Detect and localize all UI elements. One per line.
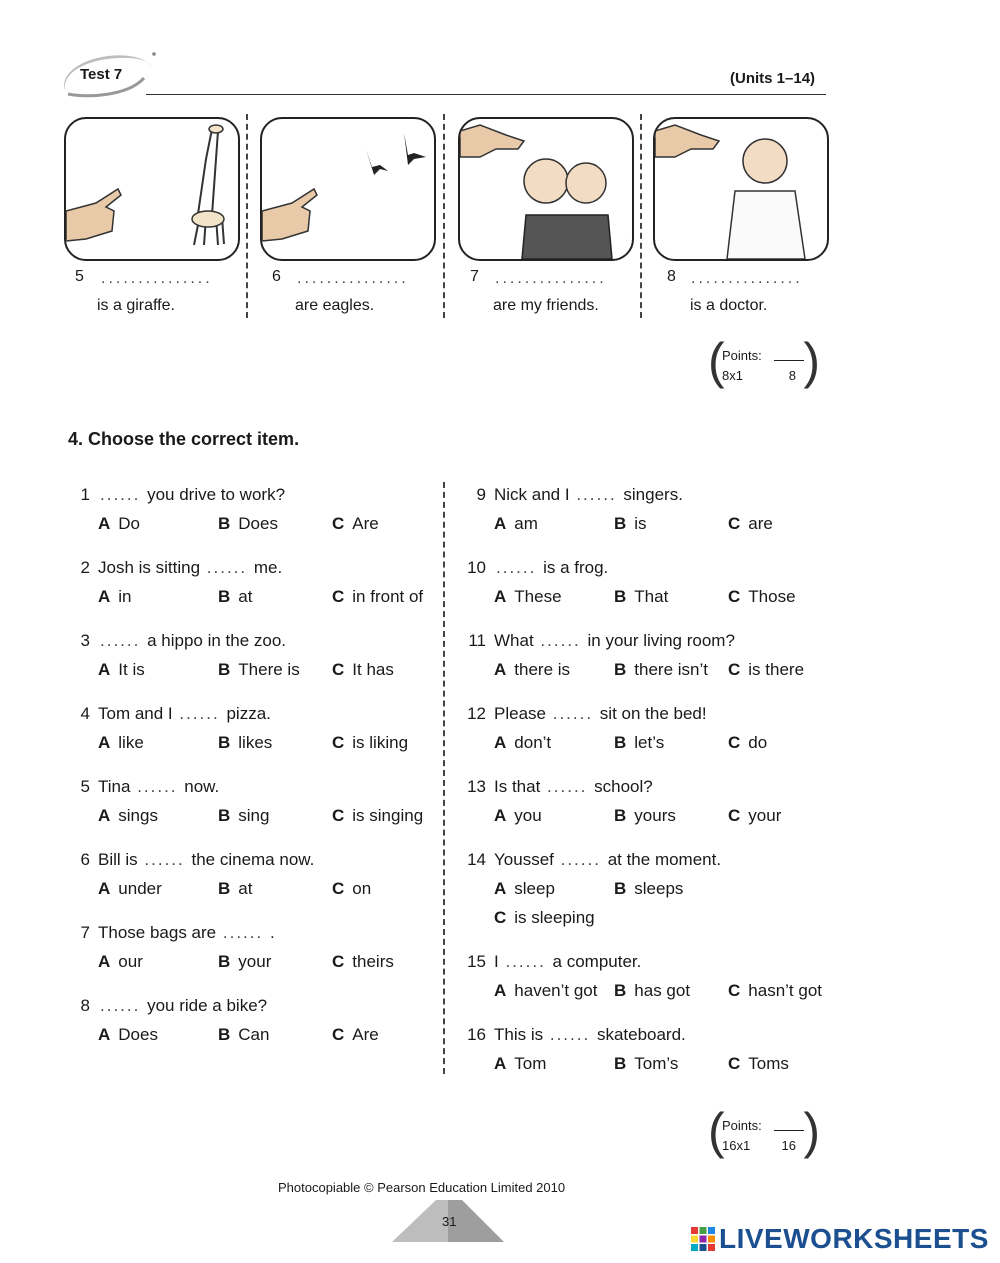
option-letter: B bbox=[614, 587, 627, 606]
stem-after: the cinema now. bbox=[191, 850, 315, 869]
option-text: has got bbox=[634, 981, 691, 1000]
stem-after: a hippo in the zoo. bbox=[147, 631, 287, 650]
stem-before: Josh is sitting bbox=[98, 558, 201, 577]
option-letter: B bbox=[218, 514, 231, 533]
question-stem bbox=[494, 704, 707, 724]
option-letter: C bbox=[728, 806, 741, 825]
option-letter: A bbox=[98, 733, 111, 752]
option-text: is liking bbox=[352, 733, 409, 752]
option-text: yours bbox=[634, 806, 676, 825]
option-letter: C bbox=[332, 1025, 345, 1044]
option-letter: A bbox=[494, 981, 507, 1000]
option-c[interactable] bbox=[332, 733, 408, 753]
option-letter: A bbox=[98, 514, 111, 533]
option-letter: A bbox=[98, 879, 111, 898]
question-stem bbox=[494, 1025, 686, 1045]
option-text: our bbox=[118, 952, 143, 971]
picture-divider bbox=[443, 114, 445, 318]
stem-after: sit on the bed! bbox=[599, 704, 707, 723]
answer-blank[interactable]: ...... bbox=[206, 558, 248, 577]
picture-eagles bbox=[260, 117, 436, 261]
stem-before: Nick and I bbox=[494, 485, 570, 504]
question-number: 8 bbox=[80, 996, 90, 1015]
option-text: Does bbox=[118, 1025, 158, 1044]
question-number: 15 bbox=[467, 952, 486, 971]
answer-blank[interactable]: ...... bbox=[137, 777, 178, 796]
question-number: 16 bbox=[467, 1025, 486, 1044]
answer-blank[interactable]: ...... bbox=[222, 923, 264, 942]
option-text: under bbox=[118, 879, 162, 898]
option-letter: C bbox=[332, 587, 345, 606]
question-number: 14 bbox=[467, 850, 486, 869]
header-rule bbox=[146, 94, 826, 95]
option-c[interactable] bbox=[332, 806, 423, 826]
stem-after: school? bbox=[594, 777, 653, 796]
option-a[interactable] bbox=[494, 981, 597, 1001]
option-b[interactable] bbox=[614, 879, 683, 899]
question-number: 11 bbox=[468, 631, 486, 650]
stem-after: skateboard. bbox=[596, 1025, 686, 1044]
option-b[interactable] bbox=[614, 733, 664, 753]
option-letter: B bbox=[614, 733, 627, 752]
question-stem bbox=[98, 850, 314, 870]
stem-after: now. bbox=[184, 777, 220, 796]
option-letter: A bbox=[98, 587, 111, 606]
option-text: It is bbox=[118, 660, 145, 679]
question-stem bbox=[98, 485, 285, 505]
option-text: on bbox=[352, 879, 372, 898]
option-letter: A bbox=[494, 879, 507, 898]
option-letter: B bbox=[218, 587, 231, 606]
option-c[interactable] bbox=[332, 879, 371, 899]
picture-caption: are my friends. bbox=[493, 297, 599, 314]
doctor-illustration bbox=[655, 119, 827, 259]
question-stem bbox=[494, 850, 721, 870]
option-text: It has bbox=[352, 660, 394, 679]
question-number: 9 bbox=[476, 485, 486, 504]
option-b[interactable] bbox=[218, 587, 252, 607]
option-letter: C bbox=[494, 908, 507, 927]
points-box: ( Points: 8x1 8 ) bbox=[708, 333, 820, 389]
option-letter: C bbox=[332, 806, 345, 825]
option-a[interactable] bbox=[494, 1054, 546, 1074]
units-label: (Units 1–14) bbox=[730, 70, 816, 87]
option-letter: B bbox=[218, 806, 231, 825]
points-box: ( Points: 16x1 16 ) bbox=[708, 1103, 820, 1159]
option-letter: B bbox=[218, 952, 231, 971]
option-a[interactable] bbox=[494, 514, 538, 534]
option-b[interactable] bbox=[614, 660, 708, 680]
points-blank[interactable] bbox=[774, 1130, 804, 1131]
option-letter: C bbox=[728, 733, 741, 752]
answer-blank[interactable]: ............... bbox=[297, 270, 409, 287]
option-c[interactable] bbox=[728, 514, 773, 534]
option-letter: C bbox=[332, 952, 345, 971]
question-stem bbox=[494, 777, 653, 797]
stem-after: in your living room? bbox=[587, 631, 735, 650]
option-text: at bbox=[238, 587, 253, 606]
option-a[interactable] bbox=[98, 806, 158, 826]
option-text: don’t bbox=[514, 733, 552, 752]
option-text: your bbox=[748, 806, 782, 825]
option-text: there is bbox=[514, 660, 571, 679]
page-number: 31 bbox=[442, 1214, 457, 1229]
friends-illustration bbox=[460, 119, 632, 259]
option-c[interactable] bbox=[728, 1054, 789, 1074]
option-text: Those bbox=[748, 587, 796, 606]
question-stem bbox=[98, 558, 282, 578]
option-letter: A bbox=[494, 660, 507, 679]
points-label: Points: bbox=[722, 348, 762, 363]
option-letter: B bbox=[218, 733, 231, 752]
option-letter: C bbox=[332, 879, 345, 898]
option-b[interactable] bbox=[218, 806, 269, 826]
option-letter: B bbox=[614, 660, 627, 679]
option-b[interactable] bbox=[614, 981, 690, 1001]
points-total: 16 bbox=[781, 1138, 796, 1153]
picture-divider bbox=[640, 114, 642, 318]
option-c[interactable] bbox=[332, 514, 379, 534]
stem-after: at the moment. bbox=[607, 850, 722, 869]
stem-before: What bbox=[494, 631, 534, 650]
liveworksheets-logo-icon bbox=[690, 1226, 716, 1252]
picture-caption: is a giraffe. bbox=[97, 297, 175, 314]
option-text: There is bbox=[238, 660, 300, 679]
option-text: Do bbox=[118, 514, 141, 533]
section-title: 4. Choose the correct item. bbox=[68, 429, 300, 449]
question-stem bbox=[98, 996, 267, 1016]
option-text: Tom bbox=[514, 1054, 547, 1073]
option-b[interactable] bbox=[614, 587, 668, 607]
stem-after: is a frog. bbox=[543, 558, 609, 577]
option-text: sleeps bbox=[634, 879, 684, 898]
option-a[interactable] bbox=[98, 514, 140, 534]
option-text: in front of bbox=[352, 587, 424, 606]
option-text: is sleeping bbox=[514, 908, 595, 927]
option-text: your bbox=[238, 952, 272, 971]
option-letter: B bbox=[218, 660, 231, 679]
option-letter: A bbox=[494, 1054, 507, 1073]
option-b[interactable] bbox=[218, 879, 252, 899]
option-c[interactable] bbox=[728, 733, 767, 753]
option-text: at bbox=[238, 879, 253, 898]
answer-blank[interactable]: ............... bbox=[495, 270, 607, 287]
option-letter: B bbox=[614, 981, 627, 1000]
option-text: These bbox=[514, 587, 562, 606]
brand-logo bbox=[690, 1224, 989, 1254]
option-letter: A bbox=[494, 806, 507, 825]
picture-caption: is a doctor. bbox=[690, 297, 768, 314]
option-text: you bbox=[514, 806, 542, 825]
answer-blank[interactable]: ...... bbox=[560, 850, 601, 869]
brand-name: LIVEWORKSHEETS bbox=[719, 1223, 989, 1254]
option-text: Are bbox=[352, 514, 379, 533]
option-c[interactable] bbox=[728, 660, 804, 680]
stem-after: . bbox=[269, 923, 275, 942]
stem-before: Youssef bbox=[494, 850, 554, 869]
option-c[interactable] bbox=[728, 806, 781, 826]
stem-before: Bill is bbox=[98, 850, 138, 869]
option-letter: C bbox=[728, 660, 741, 679]
stem-after: me. bbox=[253, 558, 283, 577]
option-text: Can bbox=[238, 1025, 270, 1044]
question-number: 12 bbox=[467, 704, 486, 723]
option-b[interactable] bbox=[218, 1025, 269, 1045]
stem-before: Tina bbox=[98, 777, 131, 796]
option-text: sings bbox=[118, 806, 158, 825]
test-label: Test 7 bbox=[80, 66, 123, 83]
stem-before: Is that bbox=[494, 777, 541, 796]
option-letter: C bbox=[728, 981, 741, 1000]
answer-blank[interactable]: ............... bbox=[691, 270, 803, 287]
option-text: am bbox=[514, 514, 538, 533]
option-text: Toms bbox=[748, 1054, 789, 1073]
option-letter: C bbox=[332, 733, 345, 752]
option-text: hasn’t got bbox=[748, 981, 823, 1000]
column-divider bbox=[443, 482, 445, 1074]
option-b[interactable] bbox=[614, 514, 647, 534]
option-letter: B bbox=[614, 879, 627, 898]
option-text: Tom’s bbox=[634, 1054, 679, 1073]
question-number: 5 bbox=[80, 777, 90, 796]
option-letter: A bbox=[494, 514, 507, 533]
answer-blank[interactable]: ...... bbox=[547, 777, 588, 796]
option-b[interactable] bbox=[614, 1054, 678, 1074]
option-letter: A bbox=[98, 952, 111, 971]
option-b[interactable] bbox=[218, 660, 300, 680]
answer-blank[interactable]: ...... bbox=[549, 1025, 591, 1044]
question-number: 13 bbox=[467, 777, 486, 796]
option-text: is there bbox=[748, 660, 805, 679]
option-a[interactable] bbox=[98, 660, 145, 680]
question-stem bbox=[494, 485, 683, 505]
option-letter: A bbox=[98, 660, 111, 679]
option-letter: A bbox=[98, 806, 111, 825]
option-text: Does bbox=[238, 514, 278, 533]
stem-after: pizza. bbox=[226, 704, 271, 723]
question-number: 1 bbox=[80, 485, 90, 504]
option-a[interactable] bbox=[494, 660, 570, 680]
option-a[interactable] bbox=[98, 879, 162, 899]
question-number: 2 bbox=[80, 558, 90, 577]
points-multiplier: 8x1 bbox=[722, 368, 743, 383]
option-a[interactable] bbox=[98, 1025, 158, 1045]
copyright-notice: Photocopiable © Pearson Education Limited 2010 bbox=[278, 1180, 566, 1195]
points-label: Points: bbox=[722, 1118, 762, 1133]
picture-doctor bbox=[653, 117, 829, 261]
answer-blank[interactable]: ...... bbox=[496, 558, 537, 577]
option-a[interactable] bbox=[494, 879, 555, 899]
stem-before: This is bbox=[494, 1025, 544, 1044]
option-letter: B bbox=[614, 806, 627, 825]
picture-friends bbox=[458, 117, 634, 261]
question-stem bbox=[494, 952, 641, 972]
option-text: like bbox=[118, 733, 144, 752]
option-letter: C bbox=[332, 660, 345, 679]
option-c[interactable] bbox=[494, 908, 595, 928]
option-a[interactable] bbox=[494, 806, 542, 826]
option-c[interactable] bbox=[332, 660, 394, 680]
option-text: sing bbox=[238, 806, 270, 825]
option-letter: A bbox=[494, 733, 507, 752]
option-c[interactable] bbox=[332, 587, 423, 607]
stem-after: singers. bbox=[623, 485, 683, 504]
option-text: That bbox=[634, 587, 669, 606]
option-letter: C bbox=[728, 514, 741, 533]
option-text: in bbox=[118, 587, 132, 606]
picture-number: 6 bbox=[272, 268, 281, 285]
option-c[interactable] bbox=[332, 1025, 379, 1045]
answer-blank[interactable]: ...... bbox=[576, 485, 617, 504]
option-a[interactable] bbox=[98, 733, 144, 753]
option-text: are bbox=[748, 514, 773, 533]
question-stem bbox=[98, 704, 271, 724]
option-text: let’s bbox=[634, 733, 665, 752]
option-c[interactable] bbox=[332, 952, 394, 972]
stem-before: Please bbox=[494, 704, 546, 723]
option-letter: B bbox=[614, 514, 627, 533]
answer-blank[interactable]: ...... bbox=[552, 704, 594, 723]
answer-blank[interactable]: ...... bbox=[179, 704, 220, 723]
option-letter: A bbox=[98, 1025, 111, 1044]
points-multiplier: 16x1 bbox=[722, 1138, 751, 1153]
question-number: 6 bbox=[80, 850, 90, 869]
option-b[interactable] bbox=[614, 806, 676, 826]
question-stem bbox=[98, 923, 275, 943]
picture-number: 7 bbox=[470, 268, 479, 285]
picture-number: 8 bbox=[667, 268, 676, 285]
question-stem bbox=[98, 631, 286, 651]
answer-blank[interactable]: ...... bbox=[100, 485, 141, 504]
option-letter: A bbox=[494, 587, 507, 606]
points-blank[interactable] bbox=[774, 360, 804, 361]
option-c[interactable] bbox=[728, 587, 796, 607]
stem-after: you drive to work? bbox=[147, 485, 286, 504]
option-letter: B bbox=[218, 1025, 231, 1044]
stem-before: Tom and I bbox=[98, 704, 173, 723]
picture-number: 5 bbox=[75, 268, 84, 285]
option-a[interactable] bbox=[98, 587, 132, 607]
question-number: 10 bbox=[467, 558, 486, 577]
stem-before: I bbox=[494, 952, 499, 971]
option-text: do bbox=[748, 733, 768, 752]
option-letter: C bbox=[728, 587, 741, 606]
question-number: 3 bbox=[80, 631, 90, 650]
answer-blank[interactable]: ...... bbox=[100, 996, 141, 1015]
option-letter: B bbox=[218, 879, 231, 898]
option-letter: C bbox=[728, 1054, 741, 1073]
answer-blank[interactable]: ...... bbox=[505, 952, 546, 971]
answer-blank[interactable]: ............... bbox=[101, 270, 213, 287]
option-letter: B bbox=[614, 1054, 627, 1073]
question-stem bbox=[494, 558, 608, 578]
option-text: theirs bbox=[352, 952, 394, 971]
question-stem bbox=[494, 631, 735, 651]
answer-blank[interactable]: ...... bbox=[540, 631, 581, 650]
answer-blank[interactable]: ...... bbox=[144, 850, 185, 869]
points-total: 8 bbox=[788, 368, 796, 383]
option-text: haven’t got bbox=[514, 981, 598, 1000]
option-a[interactable] bbox=[98, 952, 143, 972]
option-text: likes bbox=[238, 733, 273, 752]
stem-before: Those bags are bbox=[98, 923, 217, 942]
option-a[interactable] bbox=[494, 733, 551, 753]
option-b[interactable] bbox=[218, 733, 272, 753]
picture-caption: are eagles. bbox=[295, 297, 375, 314]
eagles-illustration bbox=[262, 119, 434, 259]
option-a[interactable] bbox=[494, 587, 562, 607]
option-b[interactable] bbox=[218, 514, 278, 534]
question-number: 7 bbox=[80, 923, 90, 942]
option-c[interactable] bbox=[728, 981, 822, 1001]
option-letter: C bbox=[332, 514, 345, 533]
question-stem bbox=[98, 777, 219, 797]
stem-after: you ride a bike? bbox=[147, 996, 268, 1015]
stem-after: a computer. bbox=[552, 952, 642, 971]
option-text: Are bbox=[352, 1025, 379, 1044]
option-text: sleep bbox=[514, 879, 555, 898]
option-text: is singing bbox=[352, 806, 424, 825]
option-text: is bbox=[634, 514, 647, 533]
answer-blank[interactable]: ...... bbox=[100, 631, 141, 650]
option-text: there isn’t bbox=[634, 660, 708, 679]
picture-giraffe bbox=[64, 117, 240, 261]
picture-divider bbox=[246, 114, 248, 318]
option-b[interactable] bbox=[218, 952, 271, 972]
question-number: 4 bbox=[80, 704, 90, 723]
giraffe-illustration bbox=[66, 119, 238, 259]
